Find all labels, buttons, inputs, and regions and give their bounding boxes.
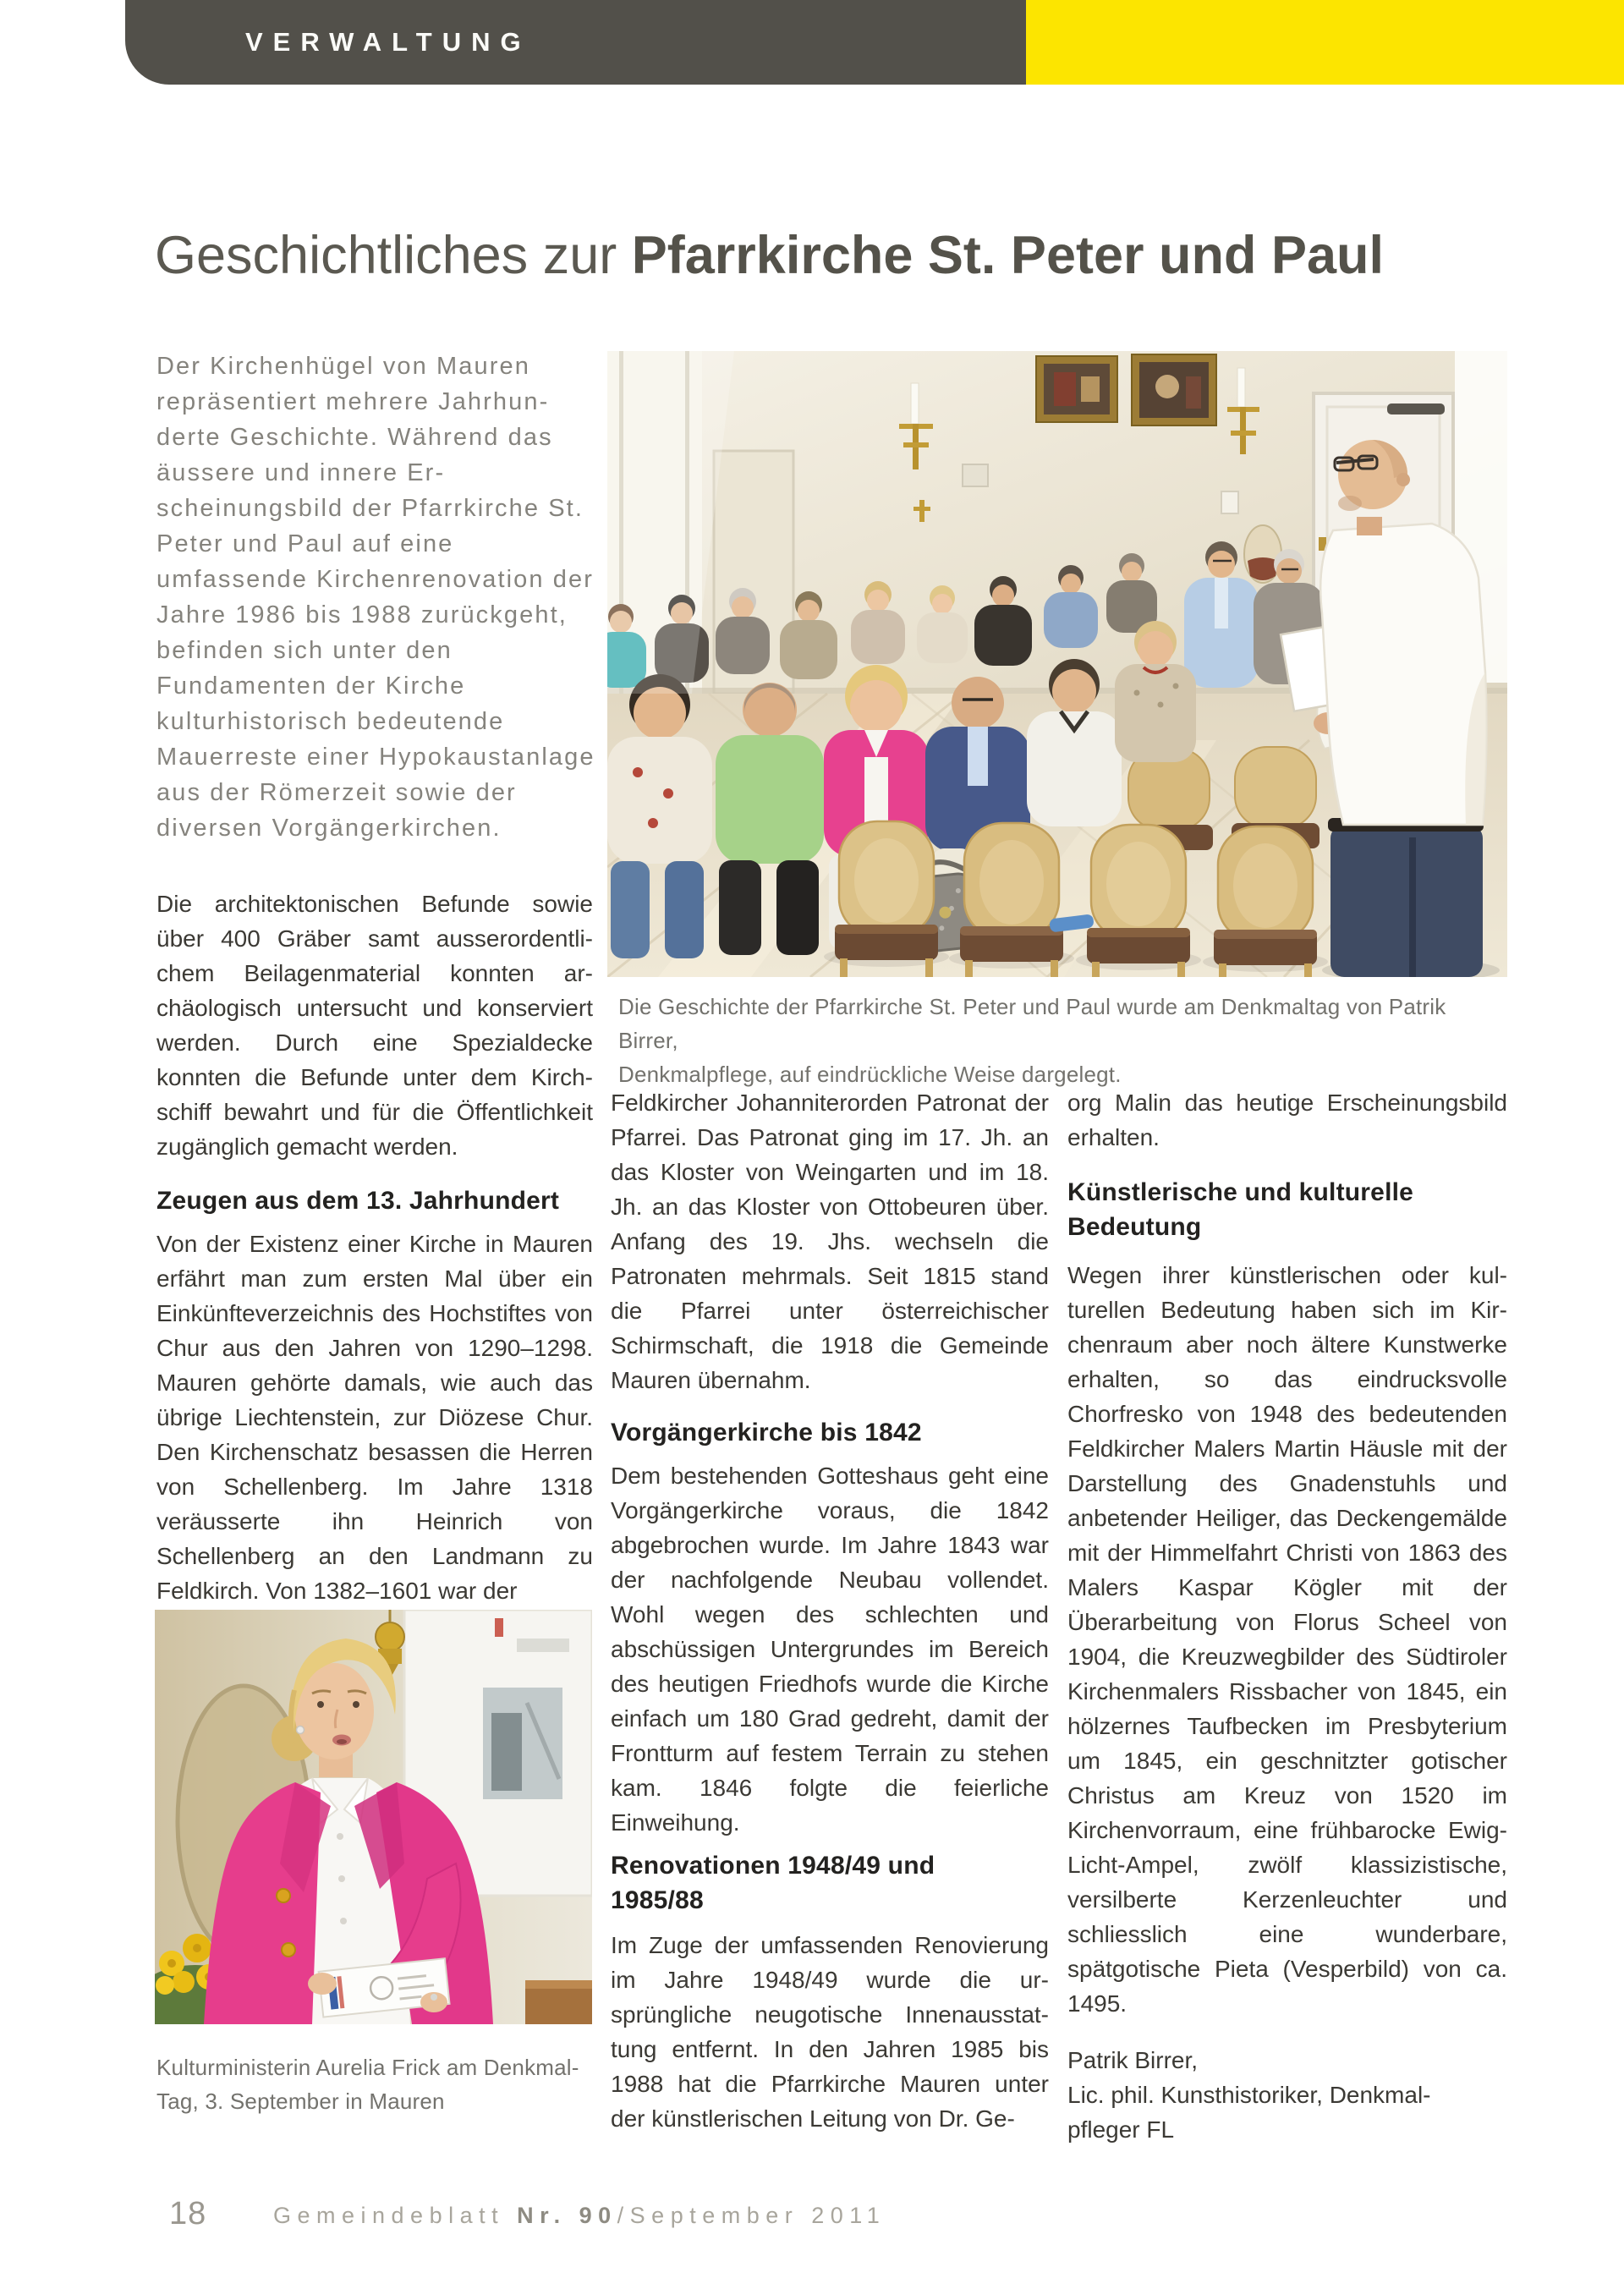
left-paragraph-1: Die architektonischen Befunde sowie über 400 Gräber samt ausserordentlichem Beilagenmaterial konnten archäologisch untersucht und konserviert werden. Durch eine Spezialdecke konnten die Befunde unter dem Kirchschiff bewahrt und für die Öffentlichkeit zugänglich gemacht werden.: [156, 891, 593, 1160]
column-right: [1067, 1085, 1507, 2147]
page-title: [155, 222, 1384, 289]
right-paragraph-1: org Malin das heutige Erscheinungsbild erhalten.: [1067, 1090, 1507, 1150]
left-paragraph-2: Von der Existenz einer Kirche in Mauren erfährt man zum ersten Mal über ein Einkünfteverzeichnis des Hochstiftes von Chur aus den Jahren von 1290–1298. Mauren gehörte damals, wie auch das übrige Liechtenstein, zur Diözese Chur. Den Kirchenschatz besassen die Herren von Schellenberg. Im Jahre 1318 veräusserte ihn Heinrich von Schellenberg an den Landmann zu Feldkirch. Von 1382–1601 war der: [156, 1231, 593, 1604]
wall-niche-font: [1244, 525, 1281, 583]
middle-paragraph-3: Im Zuge der umfassenden Renovierung im Jahre 1948/49 wurde die ursprüngliche neugotische Innenausstattung entfernt. In den Jahren 1985 bis 1988 hat die Pfarrkirche Mauren unter der künstlerischen Leitung von Dr. Ge-: [611, 1932, 1049, 2132]
page-number: 18: [169, 2196, 207, 2231]
heading-renovationen: Renovationen 1948/49 und 1985/88: [611, 1852, 935, 1914]
audience-photo: [607, 351, 1507, 977]
section-label: VERWALTUNG: [245, 27, 531, 57]
header-accent-block: [1026, 0, 1624, 85]
right-paragraph-2: Wegen ihrer künstlerischen oder kulturellen Bedeutung haben sich im Kirchenraum aber noch ältere Kunstwerke erhalten, so das eindrucksvolle Chorfresko von 1948 des bedeutenden Feldkircher Malers Martin Häusle mit der Darstellung des Gnadenstuhls und anbetender Heiliger, das Deckengemälde mit der Himmelfahrt Christi von 1863 des Malers Kaspar Kögler mit der Überarbeitung von Florus Scheel von 1904, die Kreuzwegbilder des Südtiroler Kirchenmalers Rissbacher von 1845, ein hölzernes Taufbecken im Presbyterium um 1845, ein geschnitzter gotischer Christus am Kreuz von 1520 im Kirchenvorraum, eine frühbarocke Ewig-Licht-Ampel, zwölf klassizistische, versilberte Kerzenleuchter und schliesslich eine wunderbare, spätgotische Pieta (Vesperbild) von ca. 1495.: [1067, 1262, 1507, 2017]
author-name: Patrik Birrer,: [1067, 2047, 1199, 2073]
heading-vorgaengerkirche: Vorgängerkirche bis 1842: [611, 1419, 922, 1446]
issue-number: Nr. 90: [517, 2203, 617, 2228]
heading-kuenstlerische: Künstlerische und kulturelle Bedeutung: [1067, 1178, 1414, 1241]
middle-paragraph-2: Dem bestehenden Gotteshaus geht eine Vorgängerkirche voraus, die 1842 abgebrochen wurde. Im Jahre 1843 war der nachfolgende Neubau vollendet. Wohl wegen des schlechten und abschüssigen Untergrundes im Bereich des heutigen Friedhofs wurde die Kirche einfach um 180 Grad gedreht, damit der Frontturm auf festem Terrain zu stehen kam. 1846 folgte die feierliche Einweihung.: [611, 1463, 1049, 1836]
heading-zeugen: Zeugen aus dem 13. Jahrhundert: [156, 1187, 560, 1215]
author-block: Patrik Birrer, Lic. phil. Kunsthistoriker, Denkmal- pfleger FL: [1067, 2043, 1507, 2147]
small-photo-caption: Kulturministerin Aurelia Frick am Denkmal- Tag, 3. September in Mauren: [156, 2055, 579, 2114]
issue-date: /September 2011: [617, 2203, 886, 2228]
column-middle: [611, 1085, 1049, 2136]
wooden-object-top: [525, 1980, 592, 1989]
page-title-regular: Geschichtliches zur: [155, 226, 632, 285]
section-header-bar: [125, 0, 1026, 85]
middle-paragraph-1: Feldkircher Johanniterorden Patronat der Pfarrei. Das Patronat ging im 17. Jh. an das Kloster von Weingarten und im 18. Jh. an das Kloster von Ottobeuren über. Anfang des 19. Jhs. wechseln die Patronaten mehrmals. Seit 1815 stand die Pfarrei unter österreichischer Schirmschaft, die 1918 die Gemeinde Mauren übernahm.: [611, 1090, 1049, 1393]
lead-paragraph: Der Kirchenhügel von Mauren repräsentiert mehrere Jahrhunderte Geschichte. Während das äussere und innere Erscheinungsbild der Pfarrkirche St. Peter und Paul auf eine umfassende Kirchenrenovation der Jahre 1986 bis 1988 zurückgeht, befinden sich unter den Fundamenten der Kirche kulturhistorisch bedeutende Mauerreste einer Hypokaustanlage aus der Römerzeit sowie der diversen Vorgängerkirchen.: [156, 353, 595, 842]
publication-name: Gemeindeblatt: [273, 2203, 518, 2228]
minister-photo: [155, 1610, 592, 2024]
footer-publication: [273, 2203, 886, 2229]
main-photo-caption: Die Geschichte der Pfarrkirche St. Peter und Paul wurde am Denkmaltag von Patrik Birrer, Denkmalpflege, auf eindrückliche Weise dargelegt.: [618, 994, 1446, 1087]
page-title-bold: Pfarrkirche St. Peter und Paul: [631, 226, 1385, 285]
